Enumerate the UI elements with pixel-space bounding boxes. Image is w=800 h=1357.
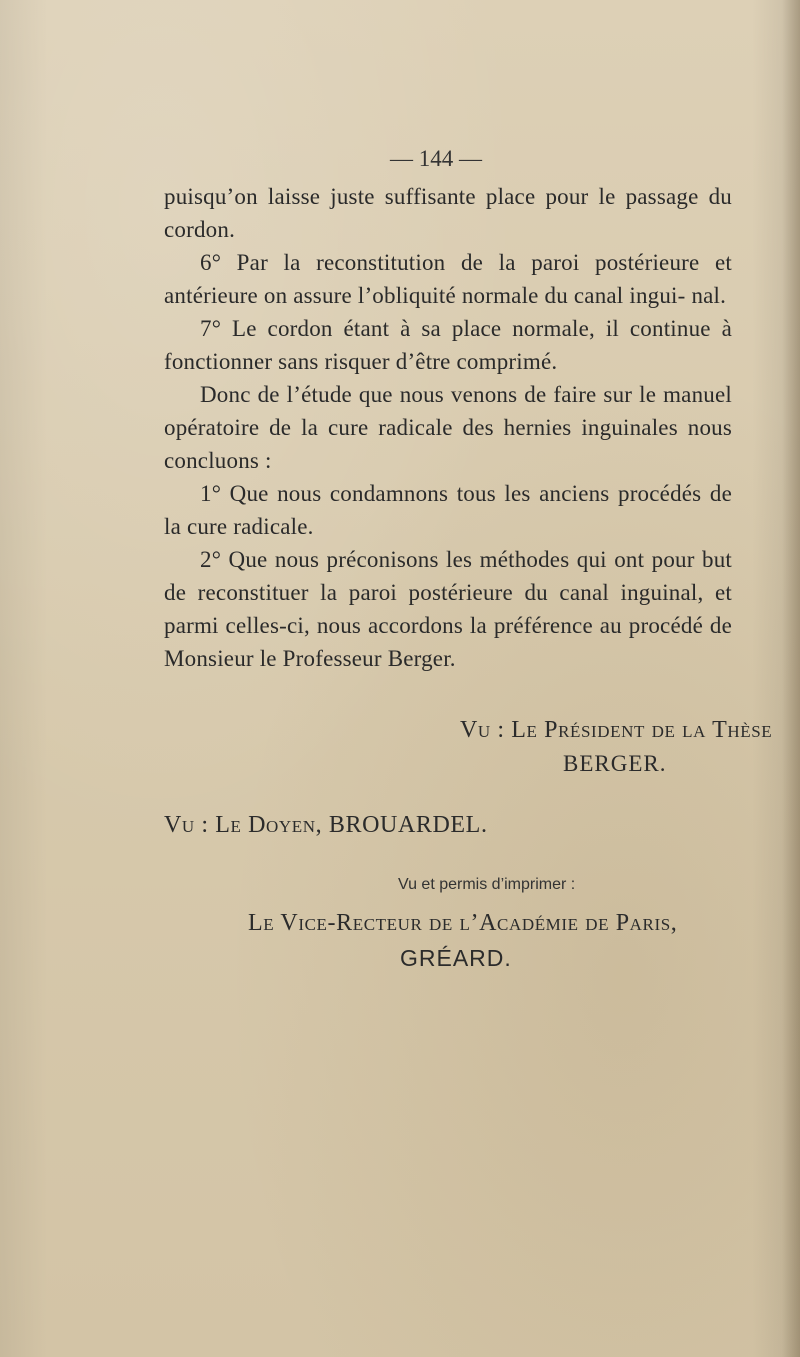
page-edge-shadow	[782, 0, 800, 1357]
doyen-approval-label: Vu : Le Doyen, BROUARDEL.	[164, 812, 488, 838]
president-name: BERGER.	[563, 751, 667, 776]
president-approval-label: Vu : Le Président de la Thèse	[460, 717, 773, 743]
page-number: — 144 —	[390, 146, 482, 171]
paragraph-5: 1° Que nous condamnons tous les anciens procédés de la cure radicale.	[164, 481, 732, 539]
paragraph-3: 7° Le cordon étant à sa place normale, il continue à fonctionner sans risquer d’être comprimé.	[164, 316, 732, 374]
paragraph-4: Donc de l’étude que nous venons de faire sur le manuel opératoire de la cure radicale des hernies inguinales nous concluons :	[164, 382, 732, 473]
paragraph-6: 2° Que nous préconisons les méthodes qui ont pour but de reconstituer la paroi postérieure du canal inguinal, et parmi celles-ci, nous accordons la préférence au procédé de Monsieur le Professeur Berger.	[164, 547, 732, 671]
main-text-block	[164, 180, 732, 675]
paragraph-2: 6° Par la reconstitution de la paroi postérieure et antérieure on assure l’obliquité normale du canal ingui- nal.	[164, 250, 732, 308]
vice-recteur-name: GRÉARD.	[400, 945, 512, 971]
vice-recteur-label: Le Vice-Recteur de l’Académie de Paris,	[248, 910, 678, 936]
print-permission-label: Vu et permis d’imprimer :	[398, 876, 576, 893]
paragraph-1: puisqu’on laisse juste suffisante place pour le passage du cordon.	[164, 184, 732, 242]
